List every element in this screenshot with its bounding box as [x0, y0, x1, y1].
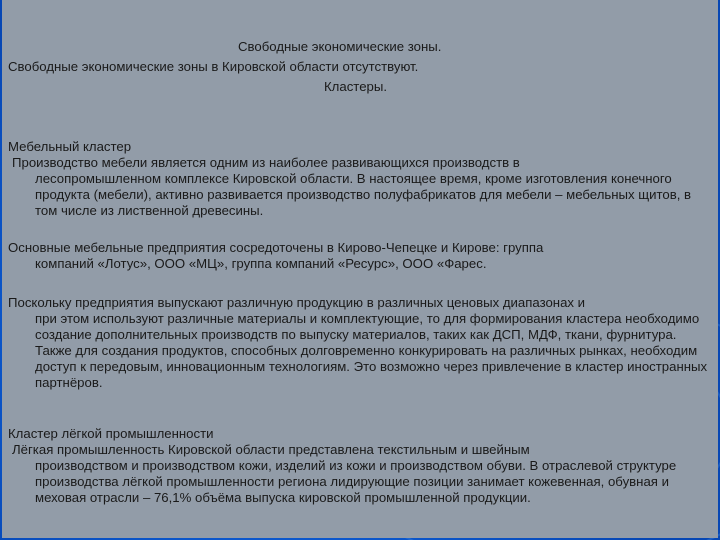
furniture-cluster-section: [8, 139, 708, 219]
light-industry-heading: Кластер лёгкой промышленности: [8, 426, 214, 441]
title-free-zones: Свободные экономические зоны.: [238, 39, 442, 54]
requirements-text: при этом используют различные материалы и комплектующие, то для формирования кластера необходимо создание дополнительных производств по выпуску материалов, таких как ДСП, МДФ, ткани, фурнитура. Также для создания продуктов, способных долговременно конкурировать на различных рынках, необходим доступ к передовым, инновационным технологиям. Это возможно через привлечение в кластер иностранных партнёров.: [35, 311, 708, 390]
subtitle-no-zones: Свободные экономические зоны в Кировской области отсутствуют.: [8, 59, 419, 74]
furniture-cluster-heading: Мебельный кластер: [8, 139, 132, 154]
requirements-paragraph: [8, 295, 708, 391]
furniture-cluster-text: лесопромышленном комплексе Кировской области. В настоящее время, кроме изготовления конечного продукта (мебели), активно развивается производство полуфабрикатов для мебели – мебельных щитов, в том числе из лиственной древесины.: [35, 171, 692, 218]
light-industry-text: производством и производством кожи, изделий из кожи и производством обуви. В отраслевой структуре производства лёгкой промышленности региона лидирующие позиции занимает кожевенная, обувная и меховая отрасли – 76,1% объёма выпуска кировской промышленной продукции.: [35, 458, 677, 505]
enterprises-text: компаний «Лотус», ООО «МЦ», группа компаний «Ресурс», ООО «Фарес.: [35, 256, 487, 271]
enterprises-first-line: Основные мебельные предприятия сосредоточены в Кирово-Чепецке и Кирове: группа: [8, 240, 544, 255]
enterprises-paragraph: [8, 240, 708, 272]
furniture-cluster-lead: Производство мебели является одним из наиболее развивающихся производств в: [12, 155, 520, 170]
light-industry-lead: Лёгкая промышленность Кировской области представлена текстильным и швейным: [12, 442, 530, 457]
title-clusters: Кластеры.: [324, 79, 388, 94]
content-panel: [2, 0, 718, 538]
requirements-first-line: Поскольку предприятия выпускают различную продукцию в различных ценовых диапазонах и: [8, 295, 586, 310]
light-industry-section: [8, 426, 708, 506]
